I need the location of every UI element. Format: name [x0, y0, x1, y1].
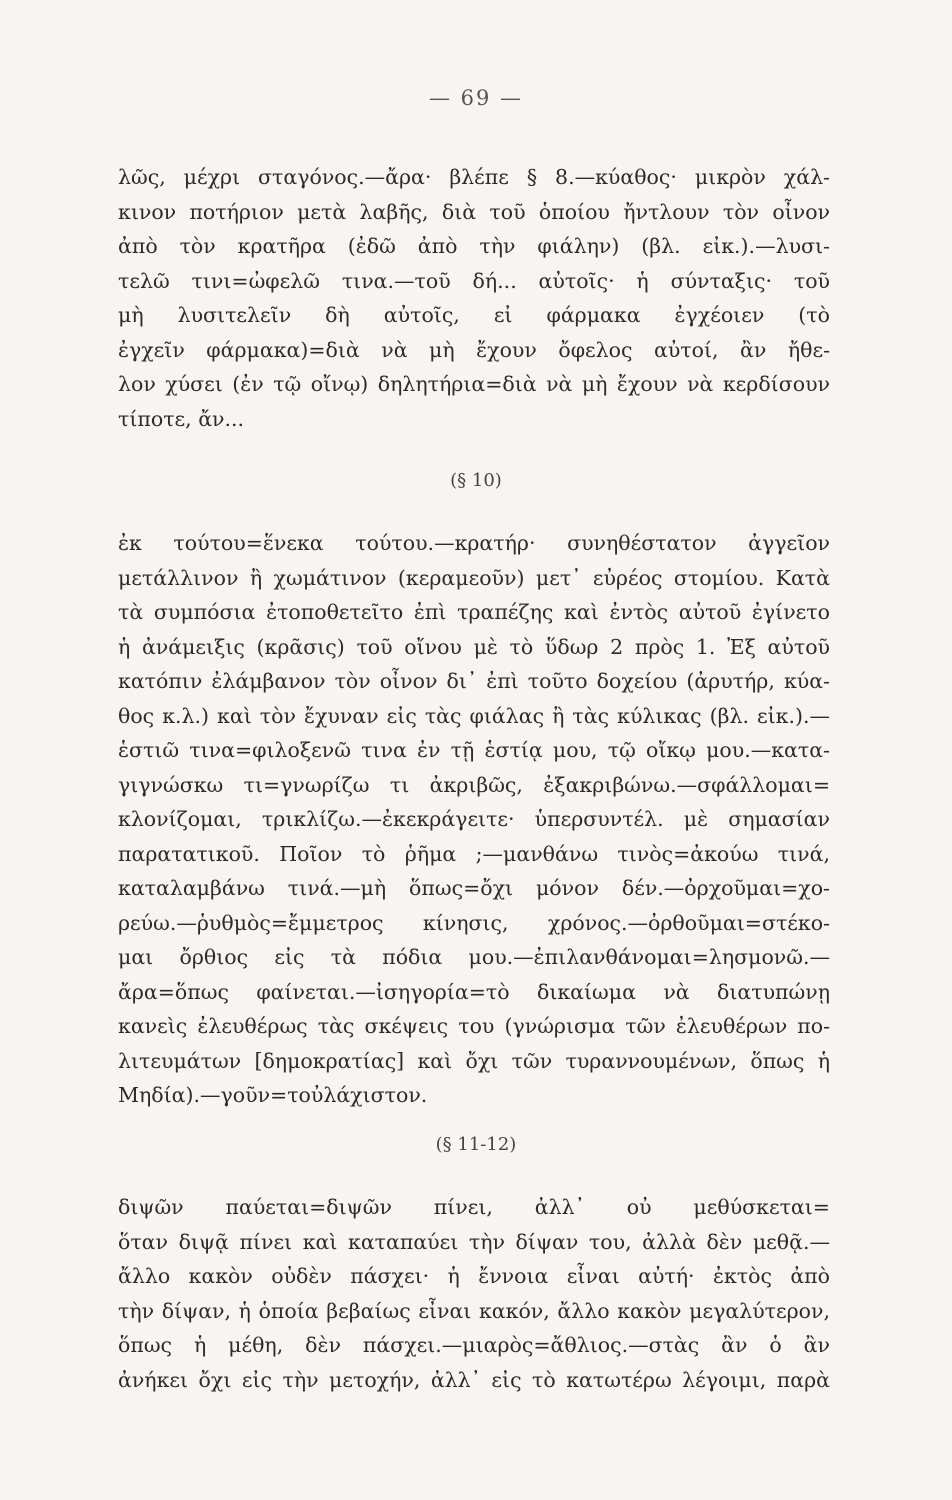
text-line: κατόπιν ἐλάμβανον τὸν οἶνον δι᾽ ἐπὶ τοῦτο δοχείου (ἀρυτήρ, κύα-	[118, 669, 830, 693]
text-line: κινον ποτήριον μετὰ λαβῆς, διὰ τοῦ ὁποίου ἤντλουν τὸν οἶνον	[118, 199, 830, 224]
text-line: κλονίζομαι, τρικλίζω.—ἐκεκράγειτε· ὑπερσυντέλ. μὲ σημασίαν	[118, 807, 830, 831]
text-line: τὰ συμπόσια ἐτοποθετεῖτο ἐπὶ τραπέζης καὶ ἐντὸς αὐτοῦ ἐγίνετο	[118, 600, 830, 624]
text-line: θος κ.λ.) καὶ τὸν ἔχυναν εἰς τὰς φιάλας ἢ τὰς κύλικας (βλ. εἰκ.).—	[118, 703, 830, 728]
text-line: ὅπως ἡ μέθη, δὲν πάσχει.—μιαρὸς=ἄθλιος.—στὰς ἂν ὁ ἂν	[118, 1333, 830, 1357]
text-line: τίποτε, ἄν...	[118, 406, 245, 431]
commentary-block-2	[118, 526, 830, 1113]
text-line: ρεύω.—ῥυθμὸς=ἔμμετρος κίνησις, χρόνος.—ὀρθοῦμαι=στέκο-	[118, 910, 830, 935]
text-line: γιγνώσκω τι=γνωρίζω τι ἀκριβῶς, ἐξακριβώνω.—σφάλλομαι=	[118, 772, 830, 797]
text-line: λιτευμάτων [δημοκρατίας] καὶ ὄχι τῶν τυραννουμένων, ὅπως ἡ	[118, 1048, 830, 1073]
text-line: τελῶ τινι=ὠφελῶ τινα.—τοῦ δή... αὐτοῖς· ἡ σύνταξις· τοῦ	[118, 268, 830, 293]
text-line: μετάλλινον ἢ χωμάτινον (κεραμεοῦν) μετ᾽ εὐρέος στομίου. Κατὰ	[118, 565, 830, 590]
commentary-block-1	[118, 160, 830, 436]
text-line: μὴ λυσιτελεῖν δὴ αὐτοῖς, εἰ φάρμακα ἐγχέοιεν (τὸ	[118, 303, 830, 327]
text-line: Μηδία).—γοῦν=τοὐλάχιστον.	[118, 1083, 428, 1107]
section-heading-10: (§ 10)	[450, 470, 502, 491]
text-line: ἐκ τούτου=ἕνεκα τούτου.—κρατήρ· συνηθέστατον ἀγγεῖον	[118, 531, 830, 555]
text-line: ὅταν διψᾷ πίνει καὶ καταπαύει τὴν δίψαν του, ἀλλὰ δὲν μεθᾷ.—	[118, 1229, 830, 1254]
section-heading-11-12: (§ 11-12)	[435, 1134, 517, 1155]
text-line: τὴν δίψαν, ἡ ὁποία βεβαίως εἶναι κακόν, ἄλλο κακὸν μεγαλύτερον,	[118, 1298, 830, 1323]
text-line: ἀνήκει ὄχι εἰς τὴν μετοχήν, ἀλλ᾽ εἰς τὸ κατωτέρω λέγοιμι, παρὰ	[118, 1367, 830, 1392]
text-line: διψῶν παύεται=διψῶν πίνει, ἀλλ᾽ οὐ μεθύσκεται=	[118, 1195, 830, 1219]
text-line: παρατατικοῦ. Ποῖον τὸ ῥῆμα ;—μανθάνω τινὸς=ἀκούω τινά,	[118, 841, 830, 866]
commentary-block-3	[118, 1190, 830, 1397]
text-line: λον χύσει (ἐν τῷ οἴνῳ) δηλητήρια=διὰ νὰ μὴ ἔχουν νὰ κερδίσουν	[118, 372, 830, 396]
text-line: κανεὶς ἐλευθέρως τὰς σκέψεις του (γνώρισμα τῶν ἐλευθέρων πο-	[118, 1014, 830, 1038]
text-line: ἐγχεῖν φάρμακα)=διὰ νὰ μὴ ἔχουν ὄφελος αὐτοί, ἂν ἤθε-	[118, 337, 830, 362]
text-line: ἀπὸ τὸν κρατῆρα (ἐδῶ ἀπὸ τὴν φιάλην) (βλ. εἰκ.).—λυσι-	[118, 234, 830, 258]
page-number: — 69 —	[428, 86, 524, 110]
text-line: ἡ ἀνάμειξις (κρᾶσις) τοῦ οἴνου μὲ τὸ ὕδωρ 2 πρὸς 1. Ἐξ αὐτοῦ	[118, 634, 830, 659]
text-line: ἄλλο κακὸν οὐδὲν πάσχει· ἡ ἔννοια εἶναι αὐτή· ἐκτὸς ἀπὸ	[118, 1264, 830, 1288]
text-line: καταλαμβάνω τινά.—μὴ ὅπως=ὄχι μόνον δέν.—ὀρχοῦμαι=χο-	[118, 876, 830, 900]
text-line: λῶς, μέχρι σταγόνος.—ἄρα· βλέπε § 8.—κύαθος· μικρὸν χάλ-	[118, 165, 830, 189]
text-line: μαι ὄρθιος εἰς τὰ πόδια μου.—ἐπιλανθάνομαι=λησμονῶ.—	[118, 945, 830, 969]
text-line: ἄρα=ὅπως φαίνεται.—ἰσηγορία=τὸ δικαίωμα νὰ διατυπώνῃ	[118, 979, 830, 1004]
text-line: ἑστιῶ τινα=φιλοξενῶ τινα ἐν τῇ ἑστίᾳ μου, τῷ οἴκῳ μου.—κατα-	[118, 738, 830, 762]
